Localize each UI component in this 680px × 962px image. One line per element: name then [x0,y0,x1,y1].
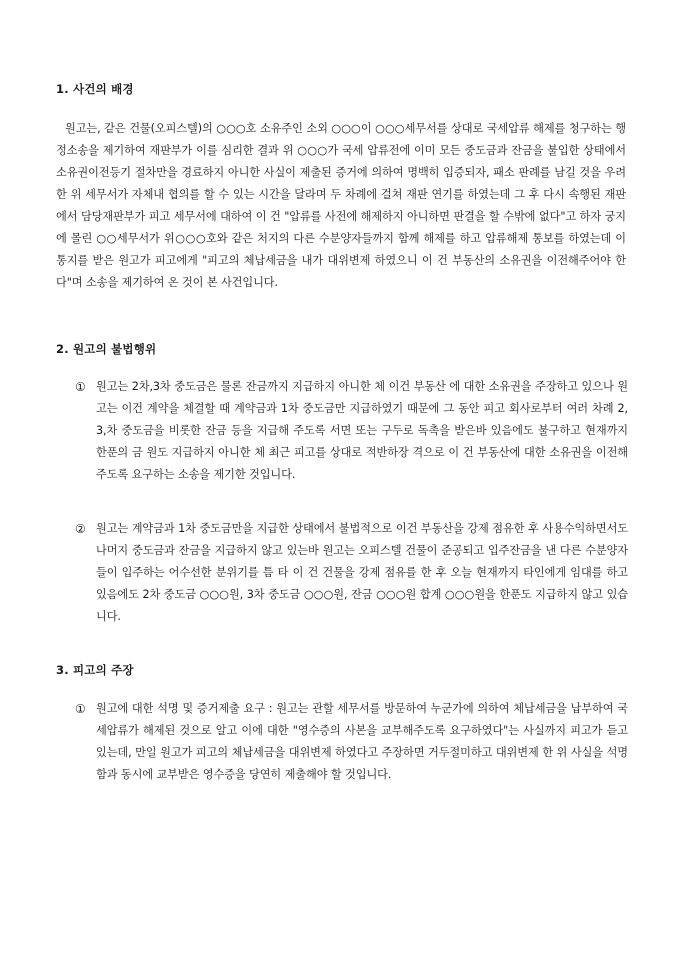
list-item-text: 원고는 2차,3차 중도금은 물론 잔금까지 지급하지 아니한 체 이건 부동산 에 대한 소유권을 주장하고 있으나 원고는 이건 계약을 체결할 때 계약금과 1차 중도금만 지급하였기 때문에 그 동안 피고 회사로부터 여러 차례 2,3,차 중도금을 비롯한 잔금 등을 지급해 주도록 서면 또는 구두로 독촉을 받은바 있음에도 불구하고 현재까지 한푼의 금 원도 지급하지 아니한 체 최근 피고를 상대로 적반하장 격으로 이 건 부동산에 대한 소유권을 이전해 주도록 요구하는 소송을 제기한 것입니다. [96,380,628,481]
list-item [75,698,631,786]
section-heading-background: 1. 사건의 배경 [56,82,134,96]
section-heading-defendant-claim: 3. 피고의 주장 [56,663,134,677]
list-item-text: 원고에 대한 석명 및 증거제출 요구 : 원고는 관할 세무서를 방문하여 누군가에 의하여 체납세금을 납부하여 국세압류가 해제된 것으로 알고 이에 대한 "영수증의 사본을 교부해주도록 요구하였다"는 사실까지 피고가 듣고 있는데, 만일 원고가 피고의 체납세금을 대위변제 하였다고 주장하면 거두절미하고 대위변제 한 위 사실을 석명함과 동시에 교부받은 영수증을 당연히 제출해야 할 것입니다. [96,702,628,781]
section-heading-plaintiff-misconduct: 2. 원고의 불법행위 [56,342,157,356]
item-number-marker: ① [75,702,86,716]
list-item [75,518,631,628]
item-number-marker: ① [75,380,86,394]
list-item-text: 원고는 계약금과 1차 중도금만을 지급한 상태에서 불법적으로 이건 부동산을 강제 점유한 후 사용수익하면서도 나머지 중도금과 잔금을 지급하지 않고 있는바 원고는 오피스텔 건물이 준공되고 입주잔금을 낸 다른 수분양자들이 입주하는 어수선한 분위기를 틈 타 이 건 건물을 강제 점유를 한 후 오늘 현재까지 타인에게 임대를 하고 있음에도 2차 중도금 ○○○원, 3차 중도금 ○○○원, 잔금 ○○○원 합계 ○○○원을 한푼도 지급하지 않고 있습니다. [96,522,628,623]
background-paragraph: 원고는, 같은 건물(오피스텔)의 ○○○호 소유주인 소외 ○○○이 ○○○세무서를 상대로 국세압류 해제를 청구하는 행정소송을 제기하여 재판부가 이를 심리한 결과 위 ○○○가 국세 압류전에 이미 모든 중도금과 잔금을 불입한 상태에서 소유권이전등기 절차만을 경료하지 아니한 사실이 제출된 증거에 의하여 명백히 입증되자, 패소 판례를 남길 것을 우려한 위 세무서가 자체내 협의를 할 수 있는 시간을 달라며 두 차례에 걸쳐 재판 연기를 하였는데 그 후 다시 속행된 재판에서 담당재판부가 피고 세무서에 대하여 이 건 "압류를 사전에 해제하지 아니하면 판결을 할 수밖에 없다"고 하자 궁지에 몰린 ○○세무서가 위○○○호와 같은 처지의 다른 수분양자들까지 함께 해제를 하고 압류해제 통보를 하였는데 이 통지를 받은 원고가 피고에게 "피고의 체납세금을 내가 대위변제 하였으니 이 건 부동산의 소유권을 이전해주어야 한다"며 소송을 제기하여 온 것이 본 사건입니다. [56,122,626,289]
item-number-marker: ② [75,522,86,536]
list-item [75,376,631,486]
